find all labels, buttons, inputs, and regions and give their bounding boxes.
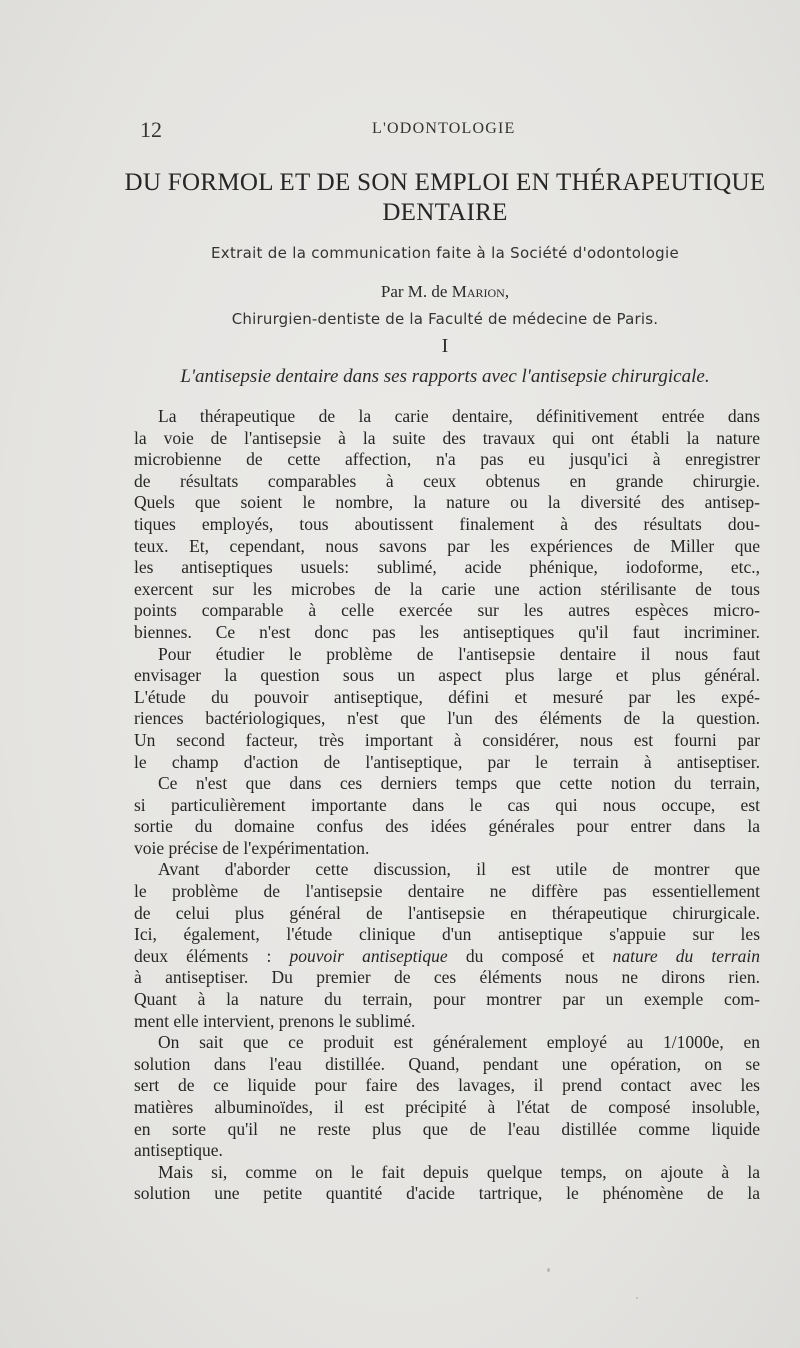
extract-note: Extrait de la communication faite à la Société d'odontologie: [211, 244, 679, 262]
author-name: Marion,: [451, 282, 510, 301]
body-line-27: à antiseptiser. Du premier de ces éléments nous ne dirons rien.: [134, 967, 760, 988]
body-line-6: tiques employés, tous aboutissent finalement à des résultats dou-: [134, 513, 760, 534]
author-prefix: Par M. de: [380, 282, 452, 301]
body-line-28: Quant à la nature du terrain, pour montrer par un exemple com-: [134, 989, 760, 1010]
body-line-9: exercent sur les microbes de la carie une action stérilisante de tous: [134, 578, 760, 599]
body-line-32: sert de ce liquide pour faire des lavages, il prend contact avec les: [134, 1075, 760, 1096]
body-line-10: points comparable à celle exercée sur les autres espèces micro-: [134, 600, 760, 621]
body-line-13: envisager la question sous un aspect plus large et plus général.: [134, 665, 760, 686]
page-number: 12: [140, 117, 162, 142]
body-line-3: microbienne de cette affection, n'a pas eu jusqu'ici à enregistrer: [134, 449, 760, 470]
body-line-1: La thérapeutique de la carie dentaire, définitivement entrée dans: [158, 406, 760, 426]
body-line-5: Quels que soient le nombre, la nature ou la diversité des antisep-: [134, 492, 760, 513]
article-title-line-2: DENTAIRE: [382, 199, 508, 226]
body-line-23: le problème de l'antisepsie dentaire ne diffère pas essentiellement: [134, 881, 760, 902]
page-header: [140, 117, 780, 143]
body-line-16: Un second facteur, très important à considérer, nous est fourni par: [134, 729, 760, 750]
body-text: [134, 406, 760, 1205]
body-line-24: de celui plus général de l'antisepsie en thérapeutique chirurgicale.: [134, 902, 760, 923]
body-line-14: L'étude du pouvoir antiseptique, défini et mesuré par les expé-: [134, 686, 760, 707]
author-affiliation: Chirurgien-dentiste de la Faculté de médecine de Paris.: [231, 310, 659, 328]
body-line-35: antiseptique.: [134, 1140, 223, 1161]
body-line-20: sortie du domaine confus des idées générales pour entrer dans la: [134, 816, 760, 837]
body-line-21: voie précise de l'expérimentation.: [134, 837, 370, 858]
body-line-8: les antiseptiques usuels: sublimé, acide phénique, iodoforme, etc.,: [134, 557, 760, 578]
emphasis-pouvoir-antiseptique: pouvoir antiseptique: [289, 945, 448, 966]
paper-speck: [547, 1268, 550, 1272]
body-line-15: riences bactériologiques, n'est que l'un des éléments de la question.: [134, 708, 760, 729]
emphasis-nature-du-terrain: nature du terrain: [612, 945, 761, 966]
author-line: [120, 282, 770, 302]
paper-speck: [636, 1297, 638, 1299]
article-title-line-1: DU FORMOL ET DE SON EMPLOI EN THÉRAPEUTIQUE: [124, 169, 766, 196]
body-line-34: en sorte qu'il ne reste plus que de l'eau distillée comme liquide: [134, 1118, 760, 1139]
body-line-26-part-1: deux éléments :: [134, 945, 272, 966]
body-line-29: ment elle intervient, prenons le sublimé.: [134, 1010, 416, 1031]
body-line-4: de résultats comparables à ceux obtenus en grande chirurgie.: [134, 470, 760, 491]
body-line-17: le champ d'action de l'antiseptique, par le terrain à antiseptiser.: [134, 751, 760, 772]
body-line-12: Pour étudier le problème de l'antisepsie dentaire il nous faut: [158, 643, 760, 664]
body-line-30: On sait que ce produit est généralement employé au 1/1000e, en: [158, 1032, 760, 1053]
body-line-36: Mais si, comme on le fait depuis quelque temps, on ajoute à la: [158, 1161, 760, 1182]
body-line-2: la voie de l'antisepsie à la suite des travaux qui ont établi la nature: [134, 427, 760, 448]
article-title: [120, 168, 770, 228]
running-head: L'ODONTOLOGIE: [372, 120, 516, 137]
section-number: I: [441, 335, 449, 357]
body-line-11: biennes. Ce n'est donc pas les antiseptiques qu'il faut incriminer.: [134, 621, 760, 642]
body-line-37: solution une petite quantité d'acide tartrique, le phénomène de la: [134, 1183, 760, 1204]
body-line-18: Ce n'est que dans ces derniers temps que cette notion du terrain,: [158, 773, 760, 794]
section-title: L'antisepsie dentaire dans ses rapports avec l'antisepsie chirurgicale.: [180, 366, 710, 387]
body-line-25: Ici, également, l'étude clinique d'un antiseptique s'appuie sur les: [134, 924, 760, 945]
body-line-31: solution dans l'eau distillée. Quand, pendant une opération, on se: [134, 1053, 760, 1074]
body-line-26: [134, 946, 760, 968]
body-line-22: Avant d'aborder cette discussion, il est utile de montrer que: [158, 859, 760, 880]
body-line-26-part-3: du composé et: [465, 945, 595, 966]
body-line-19: si particulièrement importante dans le cas qui nous occupe, est: [134, 794, 760, 815]
body-line-7: teux. Et, cependant, nous savons par les expériences de Miller que: [134, 535, 760, 556]
body-line-33: matières albuminoïdes, il est précipité à l'état de composé insoluble,: [134, 1097, 760, 1117]
